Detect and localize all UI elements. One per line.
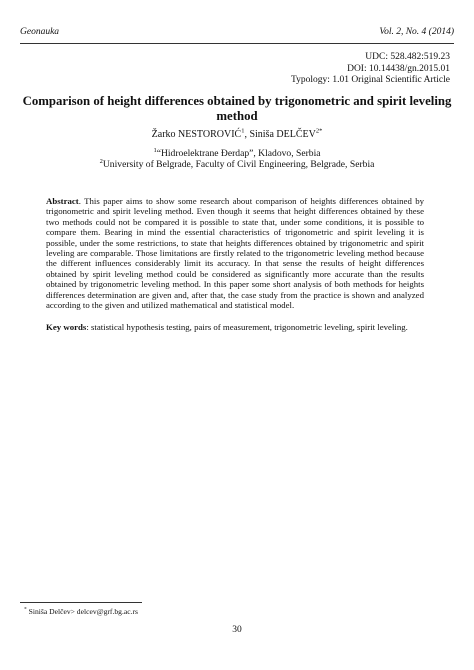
author-2-affiliation-mark: 2*	[315, 127, 323, 135]
affiliation-1	[20, 148, 454, 159]
header-divider	[20, 43, 454, 44]
page-number: 30	[232, 625, 242, 635]
footnote-divider	[20, 602, 142, 603]
affiliation-1-mark: 1	[153, 146, 157, 154]
footnote-mark: *	[24, 606, 27, 613]
footnote	[24, 607, 138, 616]
author-2-name: Siniša DELČEV	[249, 129, 316, 140]
article-typology: Typology: 1.01 Original Scientific Article	[291, 75, 450, 85]
affiliation-2-mark: 2	[99, 157, 103, 165]
keywords-label: Key words	[46, 322, 87, 332]
footnote-text: Siniša Delčev> delcev@grf.bg.ac.rs	[26, 607, 138, 616]
affiliation-1-text: “Hidroelektrane Đerdap”, Kladovo, Serbia	[156, 148, 321, 159]
author-1-name: Žarko NESTOROVIĆ	[151, 129, 242, 140]
author-separator: ,	[244, 129, 250, 140]
author-1-affiliation-mark: 1	[241, 127, 245, 135]
article-identifiers	[291, 52, 450, 87]
udc-code: UDC: 528.482:519.23	[365, 52, 450, 62]
author-line	[20, 129, 454, 141]
affiliation-2	[20, 159, 454, 170]
paper-title: Comparison of height differences obtained by trigonometric and spirit leveling method	[22, 94, 452, 123]
doi: DOI: 10.14438/gn.2015.01	[347, 63, 450, 74]
affiliations	[20, 148, 454, 170]
affiliation-2-text: University of Belgrade, Faculty of Civil Engineering, Belgrade, Serbia	[102, 159, 375, 170]
journal-volume: Vol. 2, No. 4 (2014)	[379, 27, 454, 37]
keywords-text: : statistical hypothesis testing, pairs of measurement, trigonometric leveling, spirit leveling.	[86, 322, 408, 332]
abstract-text: . This paper aims to show some research about comparison of heights differences obtained by trigonometric and spirit leveling method. Even though it seems that height differences obtained by these two methods could not be compared it is possible to state that, under some conditions, it is possible to compare them. Bearing in mind the essential characteristics of trigonometric and spirit leveling it is possible, under the some restrictions, to state that heights differences obtained by trigonometric and spirit leveling are comparable. Those limitations are firstly related to the trigonometric leveling method because the different influences considerably limit its accuracy. In that sense the results of height differences obtained by spirit leveling method could be considered as significantly more accurate than the results obtained by trigonometric leveling method. In this paper some short analysis of both methods for heights differences determination are given and, after that, the case study from the practice is shown and analyzed according to the given and utilized mathematical and statistical model.	[46, 196, 424, 311]
running-header	[20, 27, 454, 41]
journal-name: Geonauka	[20, 27, 60, 37]
keywords	[46, 322, 424, 332]
abstract	[46, 196, 424, 310]
abstract-label: Abstract	[46, 196, 79, 206]
